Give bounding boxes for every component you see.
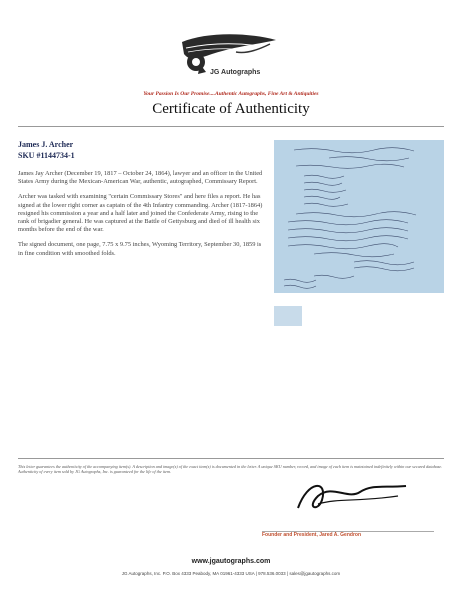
tagline: Your Passion Is Our Promise....Authentic Autographs, Fine Art & Antiquities: [143, 91, 319, 97]
brand-name: JG Autographs: [210, 69, 261, 76]
founder-caption: Founder and President, Jared A. Gendron: [262, 532, 361, 538]
website-link[interactable]: www.jgautographs.com: [191, 558, 271, 565]
description-paragraph: James Jay Archer (December 19, 1817 – October 24, 1864), lawyer and an officer in the United States Army during the Mexican-American War, authentic, autographed, Commissary Report.: [18, 170, 263, 186]
document-reverse-image: [274, 306, 302, 326]
signed-document-image: [274, 140, 444, 293]
top-divider: [18, 126, 444, 127]
founder-signature: [288, 478, 412, 514]
item-sku: SKU #1144734-1: [18, 151, 75, 160]
item-description: [18, 170, 266, 265]
company-address: JG Autographs, Inc. P.O. Box 4333 Peabody, MA 01961-4333 USA | 978.536.0033 | sales@jgautographs.com: [121, 571, 341, 576]
authenticity-disclaimer: This letter guarantees the authenticity of the accompanying item(s). A description and image(s) of the exact item(s) is documented in the letter. A unique SKU number, record, and image of each item is maintained indefinitely within our secured database. Authenticity of every item sold by JG Autographs, Inc. is guaranteed for the life of the item.: [18, 464, 443, 475]
certificate-title: Certificate of Authenticity: [152, 101, 310, 117]
bottom-divider: [18, 458, 444, 459]
description-paragraph: The signed document, one page, 7.75 x 9.75 inches, Wyoming Territory, September 30, 1859 is in fine condition with smoothed folds.: [18, 241, 262, 257]
item-name: James J. Archer: [18, 140, 74, 149]
description-paragraph: Archer was tasked with examining "certain Commissary Stores" and here files a report. He has signed at the lower right corner as captain of the 4th Infantry commanding. Archer (1817-1864) resigned his commission a year and a half later and joined the Confederate Army, rising to the rank of brigadier general. He was captured at the Battle of Gettysburg and died of ill health six months before the end of the war.: [18, 193, 263, 234]
